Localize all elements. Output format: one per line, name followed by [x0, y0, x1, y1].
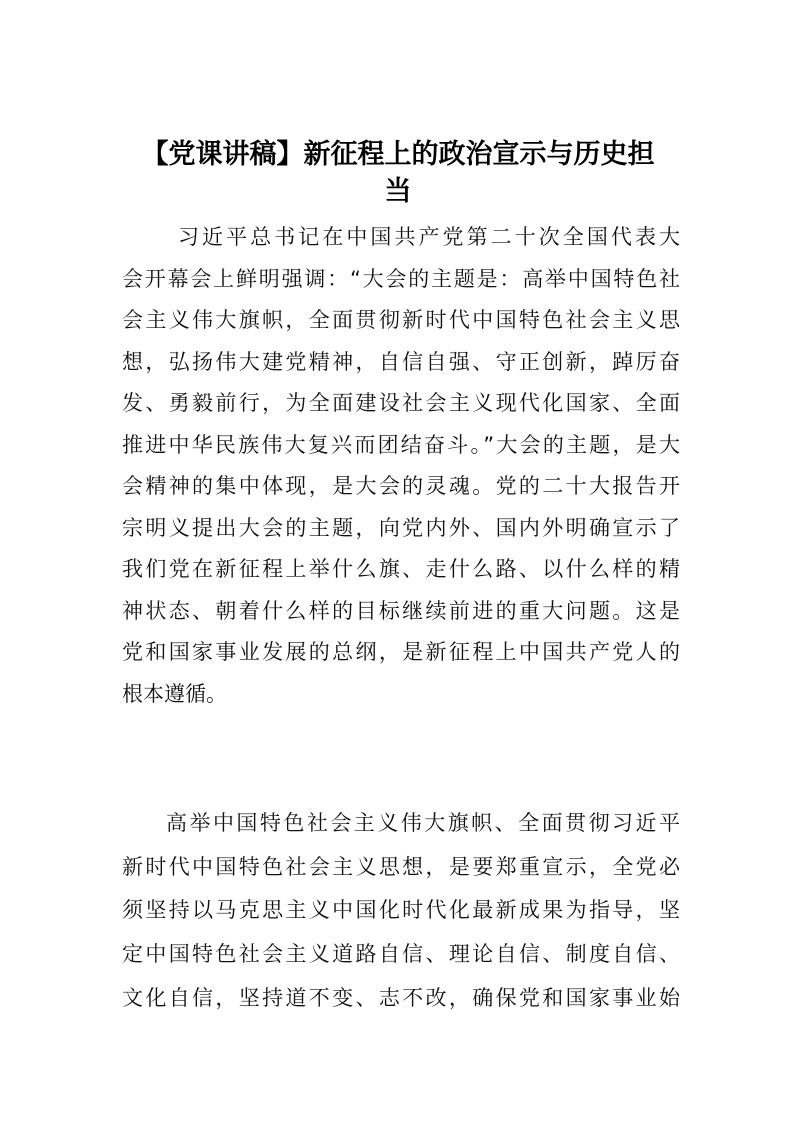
text-line: 发、勇毅前行，为全面建设社会主义现代化国家、全面: [122, 391, 680, 415]
paragraph-1: [122, 217, 680, 715]
document-title: [110, 136, 686, 210]
text-line: 定中国特色社会主义道路自信、理论自信、制度自信、: [122, 942, 680, 967]
text-line: 新时代中国特色社会主义思想，是要郑重宣示，全党必: [122, 854, 680, 879]
text-line: 宗明义提出大会的主题，向党内外、国内外明确宣示了: [122, 515, 680, 540]
text-line: 推进中华民族伟大复兴而团结奋斗。”大会的主题，是大: [122, 432, 680, 457]
text-line: 党和国家事业发展的总纲，是新征程上中国共产党人的: [122, 640, 680, 664]
text-line: 须坚持以马克思主义中国化时代化最新成果为指导，坚: [122, 898, 680, 923]
text-line: 习近平总书记在中国共产党第二十次全国代表大: [178, 225, 680, 249]
title-line: 当: [384, 176, 412, 207]
paragraph-2: [122, 802, 680, 1020]
text-line: 我们党在新征程上举什么旗、走什么路、以什么样的精: [122, 557, 680, 581]
text-line: 神状态、朝着什么样的目标继续前进的重大问题。这是: [122, 598, 680, 623]
text-line: 高举中国特色社会主义伟大旗帜、全面贯彻习近平: [166, 811, 680, 835]
title-line: 【党课讲稿】新征程上的政治宣示与历史担: [141, 139, 655, 170]
text-line: 根本遵循。: [122, 681, 227, 706]
text-line: 想，弘扬伟大建党精神，自信自强、守正创新，踔厉奋: [122, 349, 680, 374]
text-line: 会开幕会上鲜明强调：“大会的主题是：高举中国特色社: [122, 266, 680, 291]
text-line: 文化自信，坚持道不变、志不改，确保党和国家事业始: [122, 985, 680, 1010]
text-line: 会精神的集中体现，是大会的灵魂。党的二十大报告开: [122, 474, 680, 498]
text-line: 会主义伟大旗帜，全面贯彻新时代中国特色社会主义思: [122, 308, 680, 332]
